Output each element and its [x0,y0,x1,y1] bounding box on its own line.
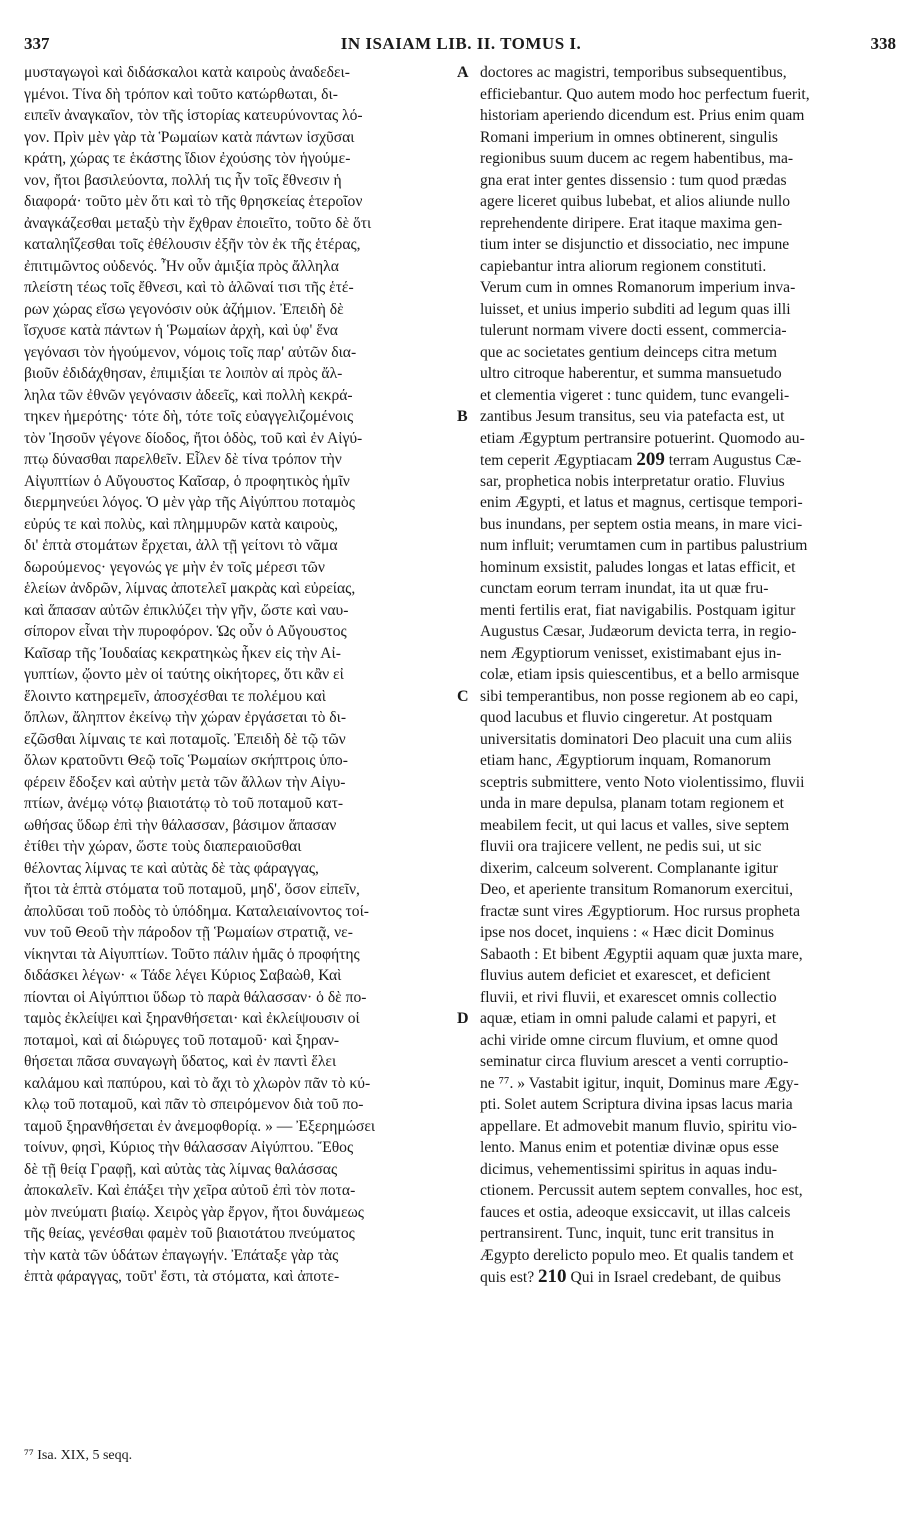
section-marker: A [457,64,469,81]
greek-text-line: ἐπιτιμῶντος οὐδενός. Ἦν οὖν ἀμιξία πρὸς ἄλληλα [24,257,339,275]
greek-text-line: διερμηνεύει λόγος. Ὁ μὲν γὰρ τῆς Αἰγύπτου ποταμὸς [24,494,355,511]
greek-text-line: πτῳ δύνασθαι παρελθεῖν. Εἷλεν δὲ τίνα τρόπον τὴν [24,451,342,468]
latin-text-line: lento. Manus enim et potentiæ divinæ opus esse [480,1139,779,1156]
greek-text-line: εζῶσθαι λίμναις τε καὶ ποταμοῖς. Ἐπειδὴ δὲ τῷ τῶν [24,730,346,748]
greek-text-line: ἀπολῦσαι τοῦ ποδὸς τὸ ὑπόδημα. Καταλειαίνοντος τοί- [24,902,369,920]
latin-text-line: achi viride omne circum fluvium, et omne quod [480,1031,778,1049]
greek-text-line: πτίων, ἀνέμῳ νότῳ βιαιοτάτῳ τὸ τοῦ ποταμοῦ κατ- [24,795,344,812]
latin-text-line: fauces et ostia, adeoque exsiccavit, ut illas calceis [480,1203,791,1221]
latin-text-line: que ac societates gentium deinceps citra metum [480,343,778,361]
greek-text-line: ἀποκαλεῖν. Καὶ ἐπάξει τὴν χεῖρα αὐτοῦ ἐπὶ τὸν ποτα- [24,1182,356,1199]
latin-text-line: doctores ac magistri, temporibus subsequentibus, [480,64,787,81]
latin-text-line: Sabaoth : Et bibent Ægyptii aquam quæ juxta mare, [480,945,803,963]
latin-text-line: historiam aperiendo dicendum est. Prius enim quam [480,107,805,124]
greek-text-line: τῆς θείας, γενέσθαι φαμὲν τοῦ βιαιοτάτου πνεύματος [24,1225,355,1242]
greek-text-line: κλῳ τοῦ ποταμοῦ, καὶ πᾶν τὸ σπειρόμενον διὰ τοῦ πο- [24,1096,364,1113]
footnote: ⁷⁷ Isa. XIX, 5 seqq. [24,1448,133,1463]
greek-text-line: ὅλων κρατοῦντι Θεῷ τοῖς Ῥωμαίων σκήπτροις ὑπο- [24,752,348,769]
latin-text-line: luisset, et unius imperio subditi ad legum quas illi [480,300,791,318]
greek-text-line: καλάμου καὶ παπύρου, καὶ τὸ ἄχι τὸ χλωρὸν πᾶν τὸ κύ- [24,1074,371,1092]
latin-text-line: ne ⁷⁷. » Vastabit igitur, inquit, Dominus mare Ægy- [480,1074,799,1092]
latin-text-line: gna erat inter gentes dissensio : tum quod prædas [480,171,787,189]
latin-text-line: pti. Solet autem Scriptura divina ipsas lacus maria [480,1096,793,1113]
latin-text-line: regionibus suum ducem ac regem habentibus, ma- [480,150,794,167]
greek-text-line: τηκεν ἡμερότης· τότε δὴ, τότε τοῖς εὐαγγελιζομένοις [24,408,354,425]
latin-text-line: Romani imperium in omnes obtinerent, singulis [480,128,778,146]
latin-text-line: Augustus Cæsar, Judæorum devicta terra, in regio- [480,623,797,640]
greek-text-line: τοίνυν, φησὶ, Κύριος τὴν θάλασσαν Αἰγύπτου. Ἔθος [24,1139,354,1156]
latin-text-line [480,449,892,471]
latin-text-line: pertransirent. Tunc, inquit, tunc erit transitus in [480,1225,775,1242]
latin-text-line: zantibus Jesum transitus, seu via patefacta est, ut [480,408,785,425]
text-segment: terram Augustus Cæ- [664,452,802,469]
latin-text-line: fluvii ora trajicere vellent, ne pedis sui, ut sic [480,838,762,855]
greek-text-line: σίπορον εἶναι τὴν πυροφόρον. Ὡς οὖν ὁ Αὔγουστος [24,623,347,640]
greek-text-line: ποταμοὶ, καὶ αἱ διώρυγες τοῦ ποταμοῦ· καὶ ξηραν- [24,1031,340,1049]
latin-text-line: et clementia vigeret : tunc quidem, tunc evangeli- [480,386,790,404]
greek-text-line: γεγόνασι τὸν ἡγούμενον, νόμοις τοῖς παρ' αὐτῶν δια- [24,343,357,361]
latin-text-line: fluvii, et rivi fluvii, et exarescet omnis collectio [480,988,777,1006]
latin-text-line: ipse nos docet, inquiens : « Hæc dicit Dominus [480,924,775,941]
text-segment: Qui in Israel credebant, de quibus [566,1269,781,1286]
greek-text-line: εὐρύς τε καὶ πολὺς, καὶ πλημμυρῶν κατὰ καιροὺς, [24,515,339,533]
greek-text-line: ειπεῖν ἀναγκαῖον, τὸν τῆς ἱστορίας κατευρύνοντας λό- [24,107,363,124]
greek-text-line: νυν τοῦ Θεοῦ τὴν πάροδον τῇ Ῥωμαίων στρατιᾷ, νε- [24,924,353,941]
greek-text-line: ἕλοιντο κατηρεμεῖν, ἀποσχέσθαι τε πολέμου καὶ [24,687,326,705]
text-segment: quis est? [480,1269,539,1286]
latin-text-line: ultro citroque haberentur, et summa mansuetudo [480,365,782,382]
latin-text-line: nem Ægyptiorum venisset, existimabant ejus in- [480,644,782,662]
greek-text-line: δωρούμενος· γεγονώς γε μὴν ἐν τοῖς μέρεσι τῶν [24,558,325,576]
latin-text-line: enim Ægypti, et latus et magnus, certisque tempori- [480,494,803,511]
latin-text-line: etiam Ægyptum pertransire potuerint. Quomodo au- [480,429,805,447]
greek-text-line: θήσεται πᾶσα συναγωγὴ ὕδατος, καὶ ἐν παντὶ ἕλει [24,1053,337,1070]
latin-text-line: sibi temperantibus, non posse regionem ab eo capi, [480,687,799,705]
greek-text-line: γον. Πρὶν μὲν γὰρ τὰ Ῥωμαίων κατὰ πάντων ἰσχῦσαι [24,128,355,146]
greek-text-line: πλείστη τέως τοῖς ἔθνεσι, καὶ τὸ ἁλῶναί τισι τῆς ἑτέ- [24,279,354,296]
latin-column [480,62,892,1288]
latin-text-line: Verum cum in omnes Romanorum imperium inva- [480,279,796,296]
latin-text-line: meabilem fecit, ut qui lacus et valles, sive septem [480,816,790,834]
greek-text-line: ὅπλων, ἄληπτον ἐκείνῳ τὴν χώραν ἐργάσεται τὸ δι- [24,709,347,726]
latin-text-line: colæ, etiam ipsis quiescentibus, et a bello armisque [480,666,800,683]
section-marker: B [457,408,468,425]
greek-text-line: μυσταγωγοὶ καὶ διδάσκαλοι κατὰ καιροὺς ἀναδεδει- [24,64,350,81]
latin-text-line [480,1266,892,1288]
page-number-left: 337 [24,34,50,53]
latin-text-line: etiam hanc, Ægyptiorum inquam, Romanorum [480,752,772,769]
latin-text-line: sceptris submittere, vento Noto violentissimo, fluvii [480,773,805,791]
greek-text-line: ἤτοι τὰ ἑπτὰ στόματα τοῦ ποταμοῦ, μηδ', ὅσον εἰπεῖν, [24,881,360,898]
latin-text-line: unda in mare depulsa, planam totam regionem et [480,795,784,812]
greek-text-line: ληλα τῶν ἐθνῶν γεγόνασιν ἀδεεῖς, καὶ πολλὴ κεκρά- [24,386,353,404]
greek-text-line: γμένοι. Τίνα δὴ τρόπον καὶ τοῦτο κατώρθωται, δι- [24,85,338,103]
latin-text-line: agere liceret quibus lubebat, et alios aliunde nullo [480,193,791,210]
latin-text-line: Deo, et aperiente transitum Romanorum exercitui, [480,881,794,898]
greek-text-line: γυπτίων, ᾤοντο μὲν οἱ ταύτης οἰκήτορες, ὅτι κἂν εἰ [24,666,344,683]
greek-text-line: τὴν κατὰ τῶν ὑδάτων ἐπαγωγήν. Ἐπάταξε γὰρ τὰς [24,1246,339,1264]
latin-text-line: Ægypto derelicto populo meo. Et qualis tandem et [480,1246,794,1264]
greek-text-line: ἐτίθει τὴν χώραν, ὥστε τοὺς διαπεραιοῦσθαι [24,838,302,855]
greek-text-line: καὶ ἅπασαν αὐτῶν ἐπικλύζει τὴν γῆν, ὥστε καὶ ναυ- [24,601,349,619]
latin-text-line: num influit; verumtamen cum in partibus palustrium [480,537,808,554]
latin-text-line: cunctam eorum terram inundat, ita ut quæ fru- [480,580,769,597]
greek-text-line: καταληΐζεσθαι τοῖς ἐθέλουσιν ἐξῆν τὸν ἐκ τῆς ἑτέρας, [24,236,361,253]
greek-text-line: βιοῦν ἐδιδάχθησαν, ἐπιμιξίαι τε λοιπὸν αἱ πρὸς ἄλ- [24,365,343,382]
latin-text-line: tium inter se disjunctio et dissociatio, nec impune [480,236,790,253]
greek-text-line: νίκηνται τὰ Αἰγυπτίων. Τοῦτο πάλιν ἡμᾶς ὁ προφήτης [24,945,360,963]
section-marker: D [457,1010,469,1027]
latin-text-line: appellare. Et admovebit manum fluvio, spiritu vio- [480,1117,797,1135]
latin-text-line: ctionem. Percussit autem septem convalles, hoc est, [480,1182,803,1199]
greek-text-line: μὸν πνεύματι βιαίῳ. Χειρὸς γὰρ ἔργον, ἤτοι δυνάμεως [24,1203,364,1221]
greek-text-line: ταμὸς ἐκλείψει καὶ ξηρανθήσεται· καὶ ἐκλείψουσιν οἱ [24,1010,360,1027]
greek-text-line: ἑλείων ἀνδρῶν, λίμνας ἀποτελεῖ μακρὰς καὶ εὐρείας, [24,580,356,597]
text-segment: tem ceperit Ægyptiacam [480,452,637,469]
latin-text-line: capiebantur intra aliorum regionem constituti. [480,257,767,275]
latin-text-line: aquæ, etiam in omni palude calami et papyri, et [480,1010,777,1027]
greek-text-line: ἑπτὰ φάραγγας, τοῦτ' ἔστι, τὰ στόματα, καὶ ἀποτε- [24,1268,340,1285]
greek-text-line: κράτη, χώρας τε ἑκάστης ἴδιον ἐχούσης τὸν ἡγούμε- [24,150,351,167]
greek-text-line: φέρειν ἔδοξεν καὶ αὐτὴν μετὰ τῶν ἄλλων τὴν Αἰγυ- [24,773,346,791]
latin-text-line: hominum exsistit, paludes longas et latas efficit, et [480,558,796,576]
latin-text-line: universitatis dominatori Deo placuit una cum aliis [480,730,792,748]
greek-text-line: δὲ τῇ θείᾳ Γραφῇ, καὶ αὐτὰς τὰς λίμνας θαλάσσας [24,1160,338,1178]
latin-text-line: fluvius autem deficiet et exarescet, et deficient [480,967,771,984]
latin-text-line: seminatur circa fluvium arescet a venti corruptio- [480,1053,789,1070]
greek-text-line: ρων χώρας εἴσω γεγονόσιν οὐκ ἀζήμιον. Ἐπειδὴ δὲ [24,300,344,318]
greek-text-line: πίονται οἱ Αἰγύπτιοι ὕδωρ τὸ παρὰ θάλασσαν· ὁ δὲ πο- [24,988,367,1006]
latin-text-line: quod lacubus et fluvio cingeretur. At postquam [480,709,773,726]
latin-text-line: menti fertilis erat, fiat navigabilis. Postquam igitur [480,601,796,619]
greek-text-line: Αἰγυπτίων ὁ Αὔγουστος Καῖσαρ, ὁ προφητικὸς ἡμῖν [24,472,350,490]
greek-text-line: ἴσχυσε κατὰ πάντων ἡ Ῥωμαίων ἀρχὴ, καὶ ὑφ' ἕνα [24,322,338,339]
greek-text-line: τὸν Ἰησοῦν γέγονε δίοδος, ἤτοι ὁδὸς, τοῦ καὶ ἐν Αἰγύ- [24,429,363,447]
latin-text-line: dicimus, vehementissimi spiritus in aquas indu- [480,1160,778,1178]
folio-number: 210 [538,1266,567,1287]
greek-text-line: διδάσκει λέγων· « Τάδε λέγει Κύριος Σαβαὼθ, Καὶ [24,967,342,984]
folio-number: 209 [636,449,665,470]
greek-text-line: θέλοντας λίμνας τε καὶ αὐτὰς δὲ τὰς φάραγγας, [24,859,319,877]
greek-text-line: διαφορά· τοῦτο μὲν ὅτι καὶ τὸ τῆς θρησκείας ἑτεροῖον [24,193,363,210]
greek-column [24,62,448,1288]
section-marker: C [457,687,469,705]
latin-text-line: fractæ sunt vires Ægyptiorum. Hoc rursus propheta [480,902,801,920]
latin-text-line: reprehendente diripere. Erat itaque maxima gen- [480,214,783,232]
greek-text-line: Καῖσαρ τῆς Ἰουδαίας κεκρατηκὼς ἧκεν εἰς τὴν Αἰ- [24,644,341,662]
latin-text-line: efficiebantur. Quo autem modo hoc perfectum fuerit, [480,85,810,103]
page-number-right: 338 [870,34,896,53]
greek-text-line: νον, ἤτοι βασιλεύοντα, πολλή τις ἦν τοῖς ἔθνεσιν ἡ [24,171,342,189]
running-title: IN ISAIAM LIB. II. TOMUS I. [340,34,582,53]
greek-text-line: ωθήσας ὕδωρ ἐπὶ τὴν θάλασσαν, βάσιμον ἅπασαν [24,816,337,834]
latin-text-line: sar, prophetica nobis interpretatur oratio. Fluvius [480,472,785,490]
greek-text-line: δι' ἑπτὰ στομάτων ἔρχεται, ἀλλ τῇ γείτονι τὸ νᾶμα [24,537,338,554]
greek-text-line: ἀναγκάζεσθαι μεταξὺ τὴν ἔχθραν ἐποιεῖτο, τοῦτο δὲ ὅτι [24,214,372,232]
greek-text-line: ταμοῦ ξηρανθήσεται ἐν ἀνεμοφθορίᾳ. » — Ἐξερημώσει [24,1117,376,1135]
latin-text-line: dixerim, calceum solverent. Complanante igitur [480,859,778,877]
latin-text-line: tulerunt normam vivere docti essent, commercia- [480,322,787,339]
latin-text-line: bus inundans, per septem ostia means, in mare vici- [480,515,803,533]
